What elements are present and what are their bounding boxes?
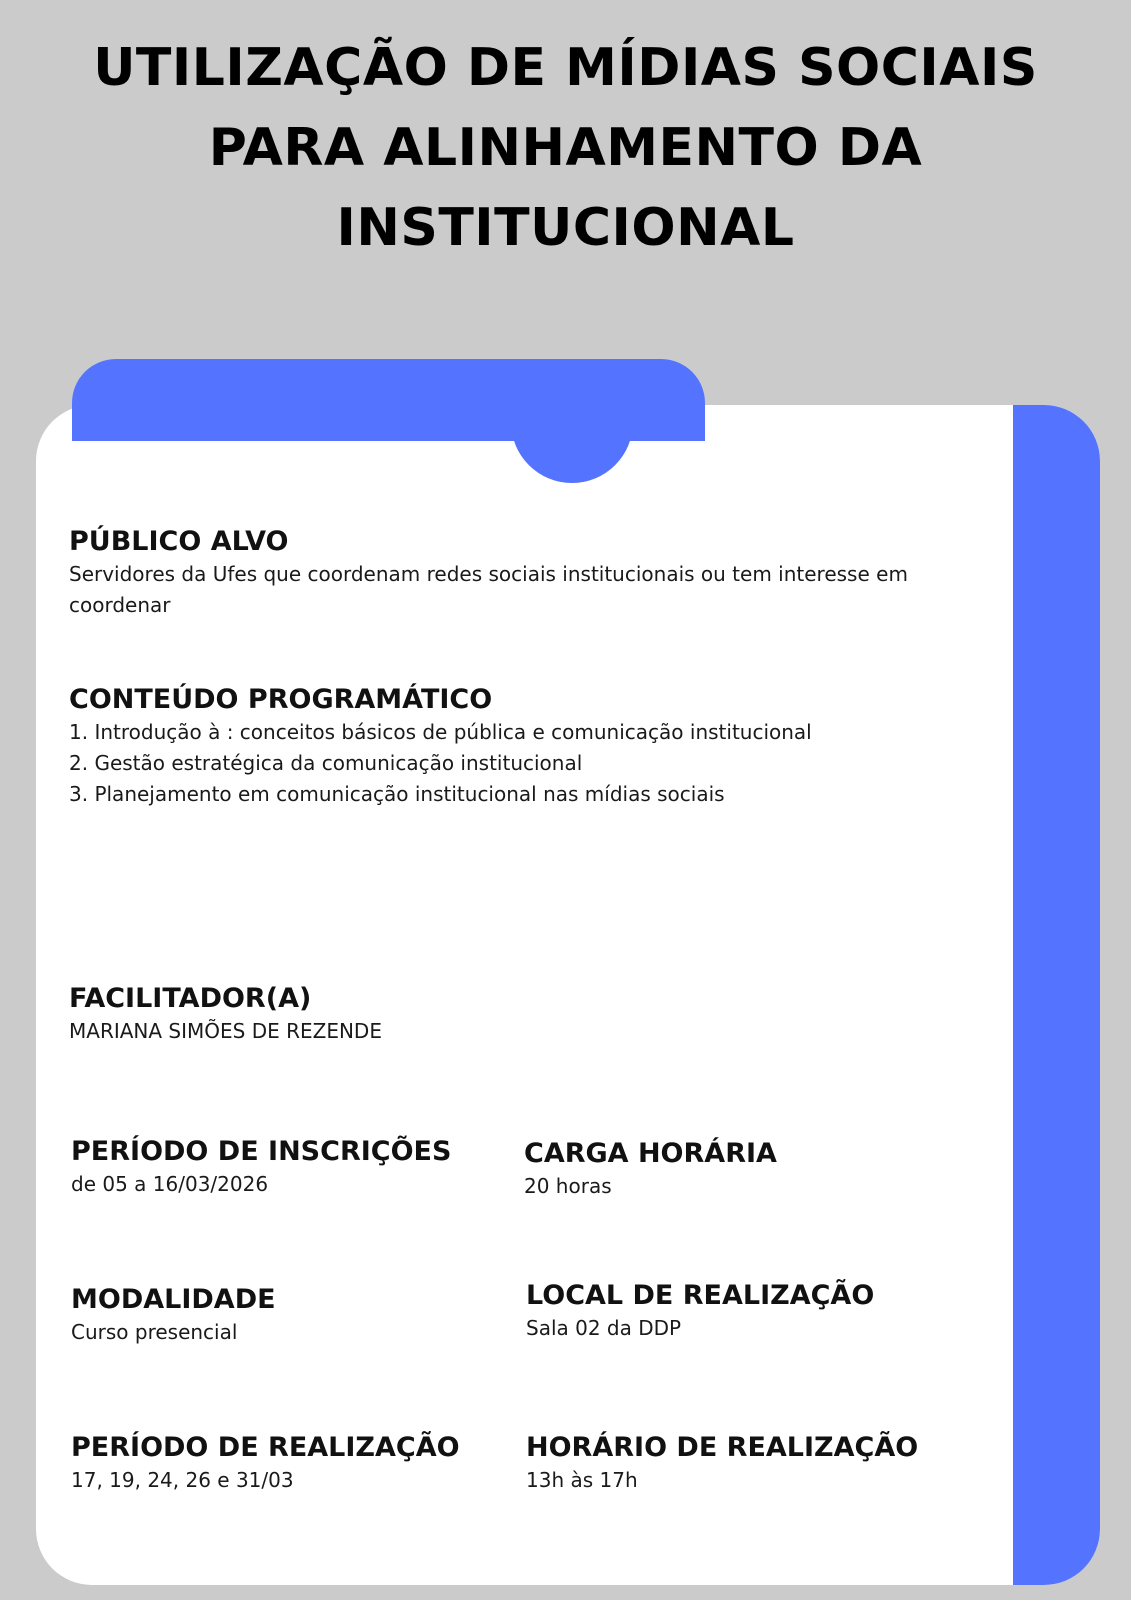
conteudo-heading: CONTEÚDO PROGRAMÁTICO	[69, 684, 493, 715]
page-title: UTILIZAÇÃO DE MÍDIAS SOCIAIS PARA ALINHAMENTO DA INSTITUCIONAL	[93, 38, 1038, 258]
conteudo-list	[69, 717, 999, 810]
inscricoes-text: de 05 a 16/03/2026	[71, 1172, 269, 1196]
local-heading: LOCAL DE REALIZAÇÃO	[526, 1280, 875, 1311]
facilitador-text: MARIANA SIMÕES DE REZENDE	[69, 1019, 382, 1043]
periodo-realizacao-heading: PERÍODO DE REALIZAÇÃO	[71, 1432, 460, 1463]
list-item: 1. Introdução à : conceitos básicos de pública e comunicação institucional	[69, 720, 812, 744]
carga-horaria-heading: CARGA HORÁRIA	[524, 1138, 777, 1169]
section-periodo-realizacao	[71, 1431, 521, 1496]
card-side-accent	[1013, 405, 1100, 1585]
horario-text: 13h às 17h	[526, 1468, 638, 1492]
horario-heading: HORÁRIO DE REALIZAÇÃO	[526, 1432, 919, 1463]
section-publico-alvo	[69, 525, 969, 621]
card-tab-knob	[511, 361, 633, 483]
section-carga-horaria	[524, 1137, 994, 1202]
facilitador-heading: FACILITADOR(A)	[69, 983, 312, 1014]
carga-horaria-text: 20 horas	[524, 1174, 612, 1198]
section-modalidade	[71, 1283, 511, 1348]
section-inscricoes	[71, 1135, 511, 1200]
modalidade-text: Curso presencial	[71, 1320, 238, 1344]
inscricoes-heading: PERÍODO DE INSCRIÇÕES	[71, 1136, 452, 1167]
section-local	[526, 1279, 996, 1344]
modalidade-heading: MODALIDADE	[71, 1284, 276, 1315]
list-item: 3. Planejamento em comunicação institucional nas mídias sociais	[69, 782, 725, 806]
section-facilitador	[69, 982, 769, 1047]
section-horario	[526, 1431, 996, 1496]
local-text: Sala 02 da DDP	[526, 1316, 682, 1340]
list-item: 2. Gestão estratégica da comunicação institucional	[69, 751, 583, 775]
publico-alvo-heading: PÚBLICO ALVO	[69, 526, 289, 557]
section-conteudo	[69, 683, 999, 810]
periodo-realizacao-text: 17, 19, 24, 26 e 31/03	[71, 1468, 294, 1492]
publico-alvo-text: Servidores da Ufes que coordenam redes sociais institucionais ou tem interesse em coordenar	[69, 562, 908, 617]
